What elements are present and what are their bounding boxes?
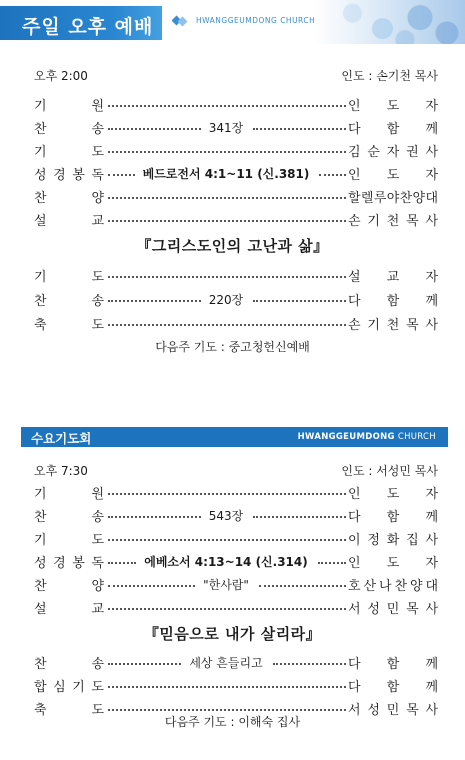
order-person: 다 함 께 bbox=[348, 679, 438, 695]
order-row bbox=[34, 209, 438, 229]
order-label: 기 원 bbox=[34, 98, 104, 114]
order-row bbox=[34, 117, 438, 137]
order-row bbox=[34, 505, 438, 525]
dot-leader bbox=[108, 128, 201, 130]
order-person: 인 도 자 bbox=[348, 486, 438, 502]
order-label: 축 도 bbox=[34, 317, 104, 333]
dot-leader bbox=[108, 300, 201, 302]
order-person: 김 순 자 권 사 bbox=[348, 144, 438, 160]
order-row bbox=[34, 551, 438, 571]
wednesday-church-name bbox=[298, 432, 436, 442]
dot-leader bbox=[108, 105, 346, 107]
dot-leader bbox=[108, 686, 346, 688]
order-label: 성 경 봉 독 bbox=[34, 555, 104, 571]
order-label: 찬 송 bbox=[34, 293, 104, 309]
order-label: 찬 양 bbox=[34, 190, 104, 206]
order-detail: 베드로전서 4:1~11 (신.381) bbox=[142, 166, 310, 181]
sunday-sermon-title: 『그리스도인의 고난과 삶』 bbox=[136, 237, 329, 255]
order-row bbox=[34, 597, 438, 617]
order-person: 손 기 천 목 사 bbox=[348, 317, 438, 333]
order-person: 호 산 나 찬 양 대 bbox=[348, 578, 438, 594]
order-row bbox=[34, 313, 438, 333]
church-name: HWANGGEUMDONG CHURCH bbox=[196, 16, 316, 25]
order-label: 기 도 bbox=[34, 144, 104, 160]
order-person: 인 도 자 bbox=[348, 167, 438, 183]
order-row bbox=[34, 528, 438, 548]
order-label: 축 도 bbox=[34, 702, 104, 718]
order-label: 기 원 bbox=[34, 486, 104, 502]
order-label: 찬 송 bbox=[34, 121, 104, 137]
dot-leader bbox=[108, 151, 346, 153]
order-row bbox=[34, 186, 438, 206]
order-label: 성 경 봉 독 bbox=[34, 167, 104, 183]
dot-leader bbox=[108, 709, 346, 711]
order-person: 손 기 천 목 사 bbox=[348, 213, 438, 229]
order-row bbox=[34, 94, 438, 114]
wednesday-title: 수요기도회 bbox=[31, 431, 92, 446]
dot-leader bbox=[253, 300, 346, 302]
dot-leader bbox=[108, 585, 195, 587]
order-detail: 220장 bbox=[208, 292, 244, 307]
sunday-leader: 인도 : 손기천 목사 bbox=[341, 69, 438, 83]
wednesday-next-week: 다음주 기도 : 이해숙 집사 bbox=[164, 715, 301, 729]
church-name-thin: CHURCH bbox=[394, 432, 436, 442]
order-label: 설 교 bbox=[34, 213, 104, 229]
order-person: 설 교 자 bbox=[348, 269, 438, 285]
order-label: 합 심 기 도 bbox=[34, 679, 104, 695]
order-row bbox=[34, 265, 438, 285]
order-row bbox=[34, 163, 438, 183]
dot-leader bbox=[319, 174, 346, 176]
order-person: 서 성 민 목 사 bbox=[348, 601, 438, 617]
order-row bbox=[34, 675, 438, 695]
order-label: 찬 송 bbox=[34, 656, 104, 672]
order-person: 다 함 께 bbox=[348, 656, 438, 672]
dot-leader bbox=[108, 197, 346, 199]
dot-leader bbox=[253, 128, 346, 130]
order-row bbox=[34, 140, 438, 160]
dot-leader bbox=[108, 220, 346, 222]
order-person: 인 도 자 bbox=[348, 555, 438, 571]
order-person: 할 렐 루 야 찬 양 대 bbox=[348, 190, 438, 206]
dot-leader bbox=[108, 174, 135, 176]
wednesday-sermon-title: 『믿음으로 내가 살리라』 bbox=[143, 625, 322, 643]
wednesday-time: 오후 7:30 bbox=[34, 464, 88, 478]
dot-leader bbox=[108, 324, 346, 326]
dot-leader bbox=[108, 608, 346, 610]
dot-leader bbox=[108, 276, 346, 278]
order-person: 이 정 화 집 사 bbox=[348, 532, 438, 548]
church-name-bold: HWANGGEUMDONG bbox=[297, 432, 395, 442]
dot-leader bbox=[253, 516, 346, 518]
order-detail: 543장 bbox=[208, 508, 244, 523]
title-bar bbox=[0, 6, 162, 40]
order-label: 찬 송 bbox=[34, 509, 104, 525]
order-detail: 세상 흔들리고 bbox=[189, 655, 263, 670]
order-label: 설 교 bbox=[34, 601, 104, 617]
sunday-time: 오후 2:00 bbox=[34, 69, 88, 83]
order-row bbox=[34, 482, 438, 502]
page-title: 주일 오후 예배 bbox=[22, 16, 154, 38]
order-row bbox=[34, 652, 438, 672]
dot-leader bbox=[318, 562, 346, 564]
order-label: 기 도 bbox=[34, 269, 104, 285]
order-detail: 341장 bbox=[208, 120, 244, 135]
order-row bbox=[34, 574, 438, 594]
wednesday-section-bar bbox=[21, 427, 448, 447]
sunday-next-week: 다음주 기도 : 중고청헌신예배 bbox=[155, 340, 310, 354]
order-person: 인 도 자 bbox=[348, 98, 438, 114]
order-person: 다 함 께 bbox=[348, 121, 438, 137]
dot-leader bbox=[108, 663, 181, 665]
order-person: 다 함 께 bbox=[348, 293, 438, 309]
dot-leader bbox=[108, 493, 346, 495]
dot-leader bbox=[108, 539, 346, 541]
church-logo-icon bbox=[172, 13, 188, 29]
hydrangea-decoration bbox=[315, 0, 465, 44]
dot-leader bbox=[273, 663, 346, 665]
order-person: 다 함 께 bbox=[348, 509, 438, 525]
order-label: 기 도 bbox=[34, 532, 104, 548]
dot-leader bbox=[259, 585, 346, 587]
order-detail: 에베소서 4:13~14 (신.314) bbox=[144, 554, 308, 569]
wednesday-leader: 인도 : 서성민 목사 bbox=[341, 464, 438, 478]
order-detail: "한사람" bbox=[203, 577, 249, 592]
dot-leader bbox=[108, 516, 201, 518]
dot-leader bbox=[108, 562, 136, 564]
order-label: 찬 양 bbox=[34, 578, 104, 594]
order-person: 서 성 민 목 사 bbox=[348, 702, 438, 718]
order-row bbox=[34, 289, 438, 309]
top-header bbox=[0, 0, 465, 44]
